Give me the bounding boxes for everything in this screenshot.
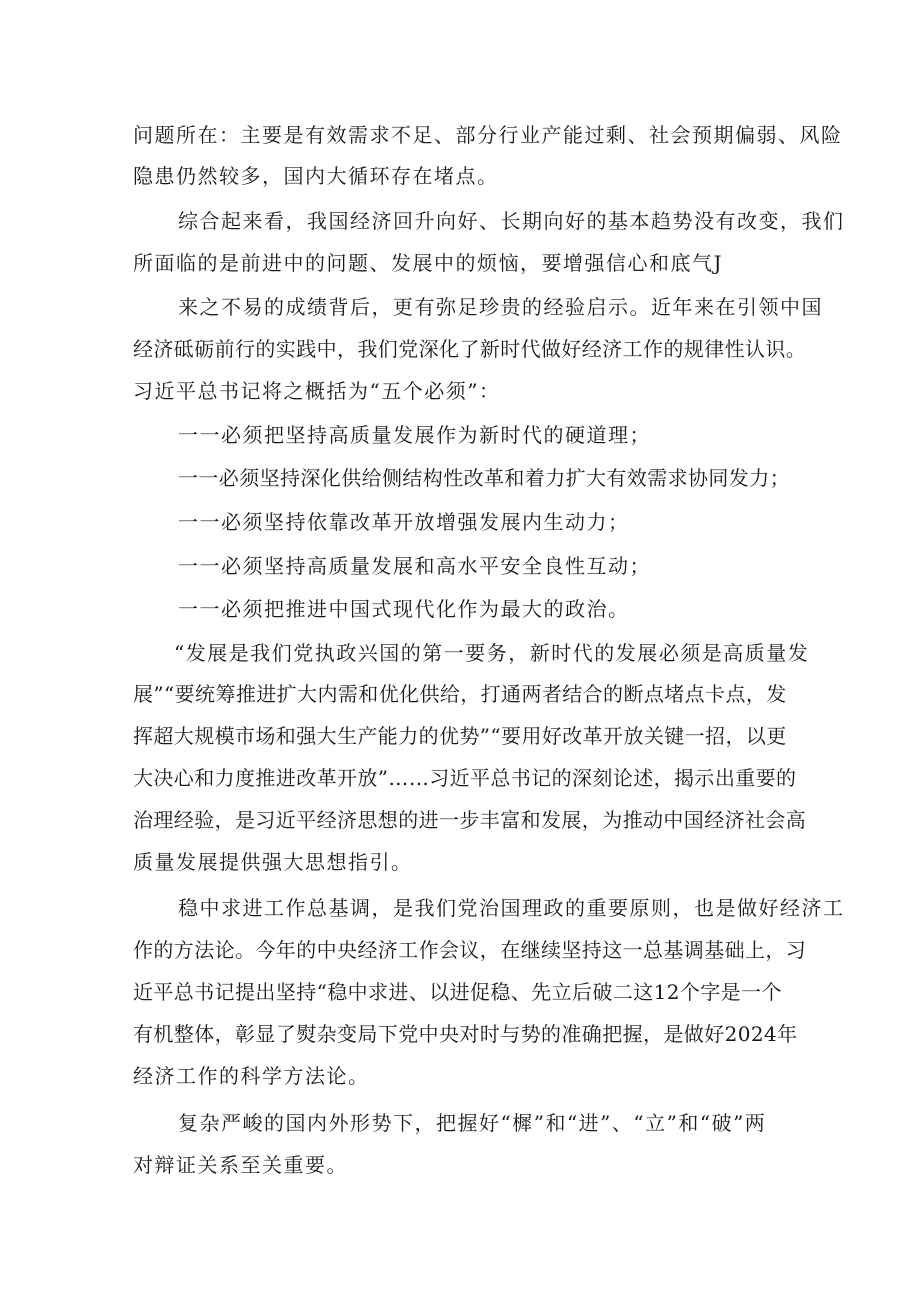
text-line-16: 近平总书记提出坚持“稳中求进、以进促稳、先立后破二这12个字是一个 [133,980,782,1004]
text-line-15: 作的方法论。今年的中央经济工作会议，在继续坚持这一总基调基础上，习 [133,938,807,962]
text-line-2: 隐患仍然较多，国内大循环存在堵点。 [133,164,499,188]
text-line-11: 大决心和力度推进改革开放”……习近平总书记的深刻论述，揭示出重要的 [133,766,797,790]
text-line-14: 稳中求进工作总基调，是我们党治国理政的重要原则，也是做好经济工 [178,896,845,920]
list-item-5: 一一必须把推进中国式现代化作为最大的政治。 [178,597,630,621]
text-line-10: 挥超大规模市场和强大生产能力的优势”“要用好改革开放关键一招，以更 [133,724,787,748]
text-line-13: 质量发展提供强大思想指引。 [133,850,413,874]
list-item-2: 一一必须坚持深化供给侧结构性改革和着力扩大有效需求协同发力； [178,466,790,490]
text-line-8: “发展是我们党执政兴国的第一要务，新时代的发展必须是高质量发 [174,641,810,665]
text-line-12: 治理经验，是习近平经济思想的进一步丰富和发展，为推动中国经济社会高 [133,808,807,832]
text-line-1: 问题所在：主要是有效需求不足、部分行业产能过剩、社会预期偏弱、风险 [133,123,843,147]
text-line-9: 展”“要统筹推进扩大内需和优化供给，打通两者结合的断点堵点卡点，发 [133,682,787,706]
text-line-17: 有机整体，彰显了熨杂变局下党中央对时与势的准确把握，是做好2024年 [133,1022,798,1046]
text-line-7: 习近平总书记将之概括为“五个必须”： [133,379,501,403]
text-line-20: 对辩证关系至关重要。 [133,1153,348,1177]
list-item-3: 一一必须坚持依靠改革开放增强发展内生动力； [178,510,630,534]
text-line-19: 复杂严峻的国内外形势下，把握好“樨”和“进”、“立”和“破”两 [178,1111,767,1135]
list-item-4: 一一必须坚持高质量发展和高水平安全良性互动； [178,554,651,578]
text-line-18: 经济工作的科学方法论。 [133,1064,370,1088]
text-line-4: 所面临的是前进中的问题、发展中的烦恼，要增强信心和底气J [133,251,724,275]
text-line-5: 来之不易的成绩背后，更有弥足珍贵的经验启示。近年来在引领中国 [178,295,823,319]
text-line-6: 经济砥砺前行的实践中，我们党深化了新时代做好经济工作的规律性认识。 [133,337,807,361]
list-item-1: 一一必须把坚持高质量发展作为新时代的硬道理； [178,423,651,447]
text-line-3: 综合起来看，我国经济回升向好、长期向好的基本趋势没有改变，我们 [178,209,845,233]
